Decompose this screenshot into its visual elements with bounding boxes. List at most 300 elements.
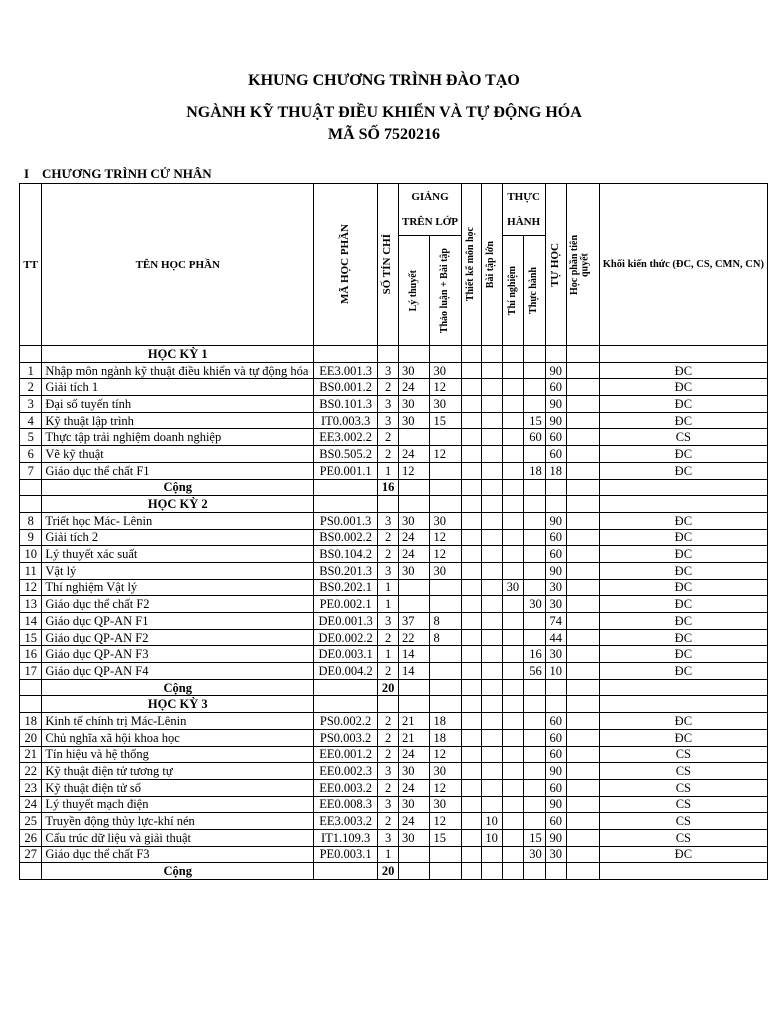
row-number: 26 bbox=[20, 829, 42, 846]
course-code: DE0.004.2 bbox=[314, 663, 378, 680]
prerequisite bbox=[566, 746, 599, 763]
self-study-hours: 60 bbox=[545, 429, 566, 446]
experiment-hours bbox=[502, 529, 524, 546]
credits: 2 bbox=[378, 779, 399, 796]
experiment-hours bbox=[502, 546, 524, 563]
discussion-hours: 15 bbox=[430, 829, 461, 846]
theory-hours: 30 bbox=[399, 562, 430, 579]
empty-cell bbox=[502, 696, 524, 713]
discussion-hours: 12 bbox=[430, 379, 461, 396]
row-number: 20 bbox=[20, 729, 42, 746]
credits: 3 bbox=[378, 796, 399, 813]
table-row bbox=[20, 562, 768, 579]
row-number: 11 bbox=[20, 562, 42, 579]
knowledge-block: ĐC bbox=[599, 379, 767, 396]
row-number: 2 bbox=[20, 379, 42, 396]
empty-cell bbox=[566, 679, 599, 696]
major-assignment bbox=[481, 546, 502, 563]
discussion-hours: 8 bbox=[430, 613, 461, 630]
practice-hours bbox=[524, 446, 545, 463]
empty-cell bbox=[481, 496, 502, 513]
prerequisite bbox=[566, 763, 599, 780]
credits: 1 bbox=[378, 579, 399, 596]
experiment-hours bbox=[502, 713, 524, 730]
design-project bbox=[461, 613, 481, 630]
design-project bbox=[461, 379, 481, 396]
empty-cell bbox=[20, 696, 42, 713]
empty-cell bbox=[378, 496, 399, 513]
section-number: I bbox=[24, 166, 30, 181]
practice-hours: 30 bbox=[524, 846, 545, 863]
course-name: Giáo dục QP-AN F3 bbox=[42, 646, 314, 663]
practice-hours: 15 bbox=[524, 412, 545, 429]
empty-cell bbox=[461, 496, 481, 513]
theory-hours: 14 bbox=[399, 663, 430, 680]
total-label: Cộng bbox=[42, 479, 314, 496]
header-prerequisite-text: Học phần tiên quyết bbox=[568, 234, 591, 295]
knowledge-block: ĐC bbox=[599, 579, 767, 596]
row-number: 17 bbox=[20, 663, 42, 680]
course-code: BS0.001.2 bbox=[314, 379, 378, 396]
table-row bbox=[20, 796, 768, 813]
major-assignment bbox=[481, 529, 502, 546]
empty-cell bbox=[430, 696, 461, 713]
empty-cell bbox=[430, 496, 461, 513]
design-project bbox=[461, 429, 481, 446]
empty-cell bbox=[399, 479, 430, 496]
credits: 1 bbox=[378, 846, 399, 863]
knowledge-block: ĐC bbox=[599, 512, 767, 529]
theory-hours: 24 bbox=[399, 379, 430, 396]
header-credits-text: SỐ TÍN CHỈ bbox=[381, 234, 394, 295]
semester-row bbox=[20, 346, 768, 363]
empty-cell bbox=[502, 346, 524, 363]
prerequisite bbox=[566, 512, 599, 529]
course-name: Lý thuyết xác suất bbox=[42, 546, 314, 563]
practice-hours bbox=[524, 562, 545, 579]
practice-hours: 15 bbox=[524, 829, 545, 846]
design-project bbox=[461, 829, 481, 846]
empty-cell bbox=[566, 863, 599, 880]
prerequisite bbox=[566, 713, 599, 730]
experiment-hours bbox=[502, 779, 524, 796]
empty-cell bbox=[545, 496, 566, 513]
curriculum-table bbox=[19, 183, 768, 880]
program-title: NGÀNH KỸ THUẬT ĐIỀU KHIỂN VÀ TỰ ĐỘNG HÓA bbox=[186, 104, 582, 121]
empty-cell bbox=[399, 679, 430, 696]
experiment-hours bbox=[502, 763, 524, 780]
design-project bbox=[461, 663, 481, 680]
course-code: PS0.003.2 bbox=[314, 729, 378, 746]
experiment-hours bbox=[502, 396, 524, 413]
empty-cell bbox=[314, 496, 378, 513]
header-hanh: HÀNH bbox=[502, 210, 545, 236]
practice-hours: 18 bbox=[524, 462, 545, 479]
practice-hours bbox=[524, 579, 545, 596]
experiment-hours bbox=[502, 462, 524, 479]
practice-hours: 30 bbox=[524, 596, 545, 613]
experiment-hours bbox=[502, 613, 524, 630]
credits: 3 bbox=[378, 829, 399, 846]
prerequisite bbox=[566, 546, 599, 563]
table-row bbox=[20, 546, 768, 563]
prerequisite bbox=[566, 846, 599, 863]
empty-cell bbox=[502, 479, 524, 496]
theory-hours: 12 bbox=[399, 462, 430, 479]
discussion-hours bbox=[430, 846, 461, 863]
discussion-hours: 30 bbox=[430, 512, 461, 529]
theory-hours bbox=[399, 596, 430, 613]
empty-cell bbox=[430, 479, 461, 496]
course-code: EE0.008.3 bbox=[314, 796, 378, 813]
empty-cell bbox=[314, 696, 378, 713]
major-assignment bbox=[481, 379, 502, 396]
section-title: CHƯƠNG TRÌNH CỬ NHÂN bbox=[42, 166, 212, 181]
course-code: EE0.002.3 bbox=[314, 763, 378, 780]
experiment-hours bbox=[502, 429, 524, 446]
credits: 3 bbox=[378, 362, 399, 379]
table-row bbox=[20, 613, 768, 630]
table-row bbox=[20, 446, 768, 463]
discussion-hours: 30 bbox=[430, 763, 461, 780]
empty-cell bbox=[314, 346, 378, 363]
theory-hours: 22 bbox=[399, 629, 430, 646]
empty-cell bbox=[481, 346, 502, 363]
self-study-hours: 60 bbox=[545, 813, 566, 830]
course-code: EE3.001.3 bbox=[314, 362, 378, 379]
table-row bbox=[20, 362, 768, 379]
empty-cell bbox=[20, 346, 42, 363]
course-name: Giáo dục QP-AN F4 bbox=[42, 663, 314, 680]
document-title: KHUNG CHƯƠNG TRÌNH ĐÀO TẠO bbox=[248, 72, 520, 89]
course-code: PE0.002.1 bbox=[314, 596, 378, 613]
self-study-hours: 90 bbox=[545, 562, 566, 579]
practice-hours bbox=[524, 613, 545, 630]
discussion-hours: 12 bbox=[430, 546, 461, 563]
theory-hours: 30 bbox=[399, 796, 430, 813]
row-number: 22 bbox=[20, 763, 42, 780]
table-row bbox=[20, 412, 768, 429]
course-code: BS0.505.2 bbox=[314, 446, 378, 463]
experiment-hours bbox=[502, 796, 524, 813]
header-experiment-text: Thí nghiệm bbox=[506, 265, 518, 316]
table-row bbox=[20, 529, 768, 546]
practice-hours bbox=[524, 379, 545, 396]
table-row bbox=[20, 596, 768, 613]
design-project bbox=[461, 779, 481, 796]
table-row bbox=[20, 729, 768, 746]
knowledge-block: ĐC bbox=[599, 462, 767, 479]
empty-cell bbox=[524, 346, 545, 363]
knowledge-block: ĐC bbox=[599, 729, 767, 746]
design-project bbox=[461, 546, 481, 563]
empty-cell bbox=[545, 679, 566, 696]
design-project bbox=[461, 796, 481, 813]
knowledge-block: CS bbox=[599, 779, 767, 796]
theory-hours: 30 bbox=[399, 362, 430, 379]
course-code: IT0.003.3 bbox=[314, 412, 378, 429]
course-code: EE0.001.2 bbox=[314, 746, 378, 763]
design-project bbox=[461, 813, 481, 830]
empty-cell bbox=[430, 346, 461, 363]
header-practice-text: Thực hành bbox=[528, 267, 540, 314]
experiment-hours bbox=[502, 813, 524, 830]
prerequisite bbox=[566, 462, 599, 479]
design-project bbox=[461, 512, 481, 529]
self-study-hours: 60 bbox=[545, 713, 566, 730]
credits: 2 bbox=[378, 746, 399, 763]
course-name: Chủ nghĩa xã hội khoa học bbox=[42, 729, 314, 746]
table-row bbox=[20, 846, 768, 863]
row-number: 6 bbox=[20, 446, 42, 463]
table-row bbox=[20, 779, 768, 796]
credits: 3 bbox=[378, 613, 399, 630]
credits: 3 bbox=[378, 763, 399, 780]
total-label: Cộng bbox=[42, 863, 314, 880]
experiment-hours bbox=[502, 646, 524, 663]
total-row bbox=[20, 479, 768, 496]
practice-hours: 60 bbox=[524, 429, 545, 446]
semester-row bbox=[20, 696, 768, 713]
discussion-hours: 12 bbox=[430, 529, 461, 546]
design-project bbox=[461, 462, 481, 479]
empty-cell bbox=[599, 496, 767, 513]
course-code: PE0.001.1 bbox=[314, 462, 378, 479]
course-name: Tín hiệu và hệ thống bbox=[42, 746, 314, 763]
course-name: Thí nghiệm Vật lý bbox=[42, 579, 314, 596]
empty-cell bbox=[502, 496, 524, 513]
course-name: Kỹ thuật lập trình bbox=[42, 412, 314, 429]
table-row bbox=[20, 746, 768, 763]
header-major-assignment-text: Bài tập lớn bbox=[485, 240, 497, 289]
course-code: BS0.104.2 bbox=[314, 546, 378, 563]
practice-hours bbox=[524, 813, 545, 830]
practice-hours bbox=[524, 713, 545, 730]
table-row bbox=[20, 462, 768, 479]
section-heading bbox=[24, 166, 212, 182]
theory-hours bbox=[399, 846, 430, 863]
self-study-hours: 90 bbox=[545, 829, 566, 846]
discussion-hours: 18 bbox=[430, 713, 461, 730]
credits: 2 bbox=[378, 546, 399, 563]
discussion-hours: 30 bbox=[430, 396, 461, 413]
empty-cell bbox=[481, 863, 502, 880]
experiment-hours bbox=[502, 729, 524, 746]
experiment-hours bbox=[502, 746, 524, 763]
knowledge-block: ĐC bbox=[599, 663, 767, 680]
course-code: PS0.002.2 bbox=[314, 713, 378, 730]
empty-cell bbox=[599, 479, 767, 496]
prerequisite bbox=[566, 412, 599, 429]
experiment-hours bbox=[502, 562, 524, 579]
course-name: Đại số tuyến tính bbox=[42, 396, 314, 413]
header-experiment bbox=[502, 236, 524, 346]
practice-hours bbox=[524, 362, 545, 379]
discussion-hours: 18 bbox=[430, 729, 461, 746]
design-project bbox=[461, 446, 481, 463]
credits: 2 bbox=[378, 446, 399, 463]
header-self-study bbox=[545, 184, 566, 346]
prerequisite bbox=[566, 362, 599, 379]
header-discussion bbox=[430, 236, 461, 346]
theory-hours: 30 bbox=[399, 412, 430, 429]
course-name: Giáo dục thể chất F1 bbox=[42, 462, 314, 479]
header-discussion-text: Thảo luận + Bài tập bbox=[439, 247, 451, 334]
practice-hours bbox=[524, 763, 545, 780]
header-self-study-text: TỰ HỌC bbox=[548, 242, 561, 287]
experiment-hours bbox=[502, 446, 524, 463]
design-project bbox=[461, 763, 481, 780]
major-assignment bbox=[481, 729, 502, 746]
header-tren-lop: TRÊN LỚP bbox=[399, 210, 462, 236]
practice-hours bbox=[524, 546, 545, 563]
self-study-hours: 90 bbox=[545, 412, 566, 429]
empty-cell bbox=[524, 679, 545, 696]
empty-cell bbox=[430, 679, 461, 696]
table-row bbox=[20, 429, 768, 446]
course-code: PS0.001.3 bbox=[314, 512, 378, 529]
major-assignment bbox=[481, 446, 502, 463]
discussion-hours: 12 bbox=[430, 779, 461, 796]
empty-cell bbox=[461, 346, 481, 363]
major-assignment bbox=[481, 646, 502, 663]
knowledge-block: ĐC bbox=[599, 713, 767, 730]
empty-cell bbox=[599, 346, 767, 363]
self-study-hours: 74 bbox=[545, 613, 566, 630]
row-number: 16 bbox=[20, 646, 42, 663]
design-project bbox=[461, 596, 481, 613]
major-assignment bbox=[481, 579, 502, 596]
row-number: 15 bbox=[20, 629, 42, 646]
self-study-hours: 30 bbox=[545, 579, 566, 596]
row-number: 4 bbox=[20, 412, 42, 429]
knowledge-block: ĐC bbox=[599, 546, 767, 563]
practice-hours: 16 bbox=[524, 646, 545, 663]
header-prerequisite bbox=[566, 184, 599, 346]
major-assignment bbox=[481, 512, 502, 529]
major-assignment bbox=[481, 613, 502, 630]
empty-cell bbox=[599, 696, 767, 713]
design-project bbox=[461, 396, 481, 413]
major-assignment bbox=[481, 713, 502, 730]
empty-cell bbox=[502, 863, 524, 880]
table-row bbox=[20, 512, 768, 529]
row-number: 23 bbox=[20, 779, 42, 796]
theory-hours: 14 bbox=[399, 646, 430, 663]
empty-cell bbox=[524, 479, 545, 496]
credits: 2 bbox=[378, 429, 399, 446]
course-name: Giải tích 2 bbox=[42, 529, 314, 546]
empty-cell bbox=[461, 696, 481, 713]
total-credits: 20 bbox=[378, 679, 399, 696]
row-number: 8 bbox=[20, 512, 42, 529]
credits: 2 bbox=[378, 529, 399, 546]
knowledge-block: ĐC bbox=[599, 396, 767, 413]
prerequisite bbox=[566, 729, 599, 746]
discussion-hours bbox=[430, 429, 461, 446]
header-practice bbox=[524, 236, 545, 346]
empty-cell bbox=[566, 346, 599, 363]
knowledge-block: ĐC bbox=[599, 412, 767, 429]
header-thuc: THỰC bbox=[502, 184, 545, 210]
experiment-hours: 30 bbox=[502, 579, 524, 596]
practice-hours bbox=[524, 779, 545, 796]
empty-cell bbox=[314, 479, 378, 496]
total-credits: 20 bbox=[378, 863, 399, 880]
major-assignment bbox=[481, 596, 502, 613]
credits: 1 bbox=[378, 596, 399, 613]
practice-hours bbox=[524, 396, 545, 413]
empty-cell bbox=[481, 479, 502, 496]
experiment-hours bbox=[502, 846, 524, 863]
knowledge-block: ĐC bbox=[599, 629, 767, 646]
empty-cell bbox=[524, 496, 545, 513]
empty-cell bbox=[378, 346, 399, 363]
header-theory bbox=[399, 236, 430, 346]
experiment-hours bbox=[502, 629, 524, 646]
knowledge-block: ĐC bbox=[599, 562, 767, 579]
practice-hours bbox=[524, 529, 545, 546]
course-name: Vật lý bbox=[42, 562, 314, 579]
theory-hours: 24 bbox=[399, 813, 430, 830]
knowledge-block: CS bbox=[599, 746, 767, 763]
row-number: 12 bbox=[20, 579, 42, 596]
knowledge-block: CS bbox=[599, 429, 767, 446]
theory-hours bbox=[399, 579, 430, 596]
credits: 2 bbox=[378, 379, 399, 396]
theory-hours: 24 bbox=[399, 746, 430, 763]
empty-cell bbox=[461, 679, 481, 696]
knowledge-block: CS bbox=[599, 796, 767, 813]
self-study-hours: 60 bbox=[545, 729, 566, 746]
experiment-hours bbox=[502, 512, 524, 529]
course-code: BS0.101.3 bbox=[314, 396, 378, 413]
practice-hours bbox=[524, 729, 545, 746]
empty-cell bbox=[430, 863, 461, 880]
empty-cell bbox=[566, 496, 599, 513]
knowledge-block: ĐC bbox=[599, 362, 767, 379]
self-study-hours: 90 bbox=[545, 763, 566, 780]
practice-hours bbox=[524, 512, 545, 529]
row-number: 21 bbox=[20, 746, 42, 763]
major-assignment bbox=[481, 629, 502, 646]
empty-cell bbox=[566, 696, 599, 713]
self-study-hours: 90 bbox=[545, 512, 566, 529]
self-study-hours: 60 bbox=[545, 529, 566, 546]
design-project bbox=[461, 629, 481, 646]
row-number: 7 bbox=[20, 462, 42, 479]
empty-cell bbox=[461, 479, 481, 496]
total-credits: 16 bbox=[378, 479, 399, 496]
empty-cell bbox=[524, 863, 545, 880]
course-name: Thực tập trải nghiệm doanh nghiệp bbox=[42, 429, 314, 446]
course-code: DE0.002.2 bbox=[314, 629, 378, 646]
practice-hours bbox=[524, 746, 545, 763]
major-assignment bbox=[481, 663, 502, 680]
prerequisite bbox=[566, 663, 599, 680]
course-code: EE3.003.2 bbox=[314, 813, 378, 830]
total-row bbox=[20, 679, 768, 696]
header-tt: TT bbox=[20, 184, 42, 346]
table-row bbox=[20, 396, 768, 413]
discussion-hours bbox=[430, 462, 461, 479]
course-name: Vẽ kỹ thuật bbox=[42, 446, 314, 463]
theory-hours: 30 bbox=[399, 763, 430, 780]
course-code: IT1.109.3 bbox=[314, 829, 378, 846]
major-assignment bbox=[481, 746, 502, 763]
design-project bbox=[461, 646, 481, 663]
design-project bbox=[461, 713, 481, 730]
